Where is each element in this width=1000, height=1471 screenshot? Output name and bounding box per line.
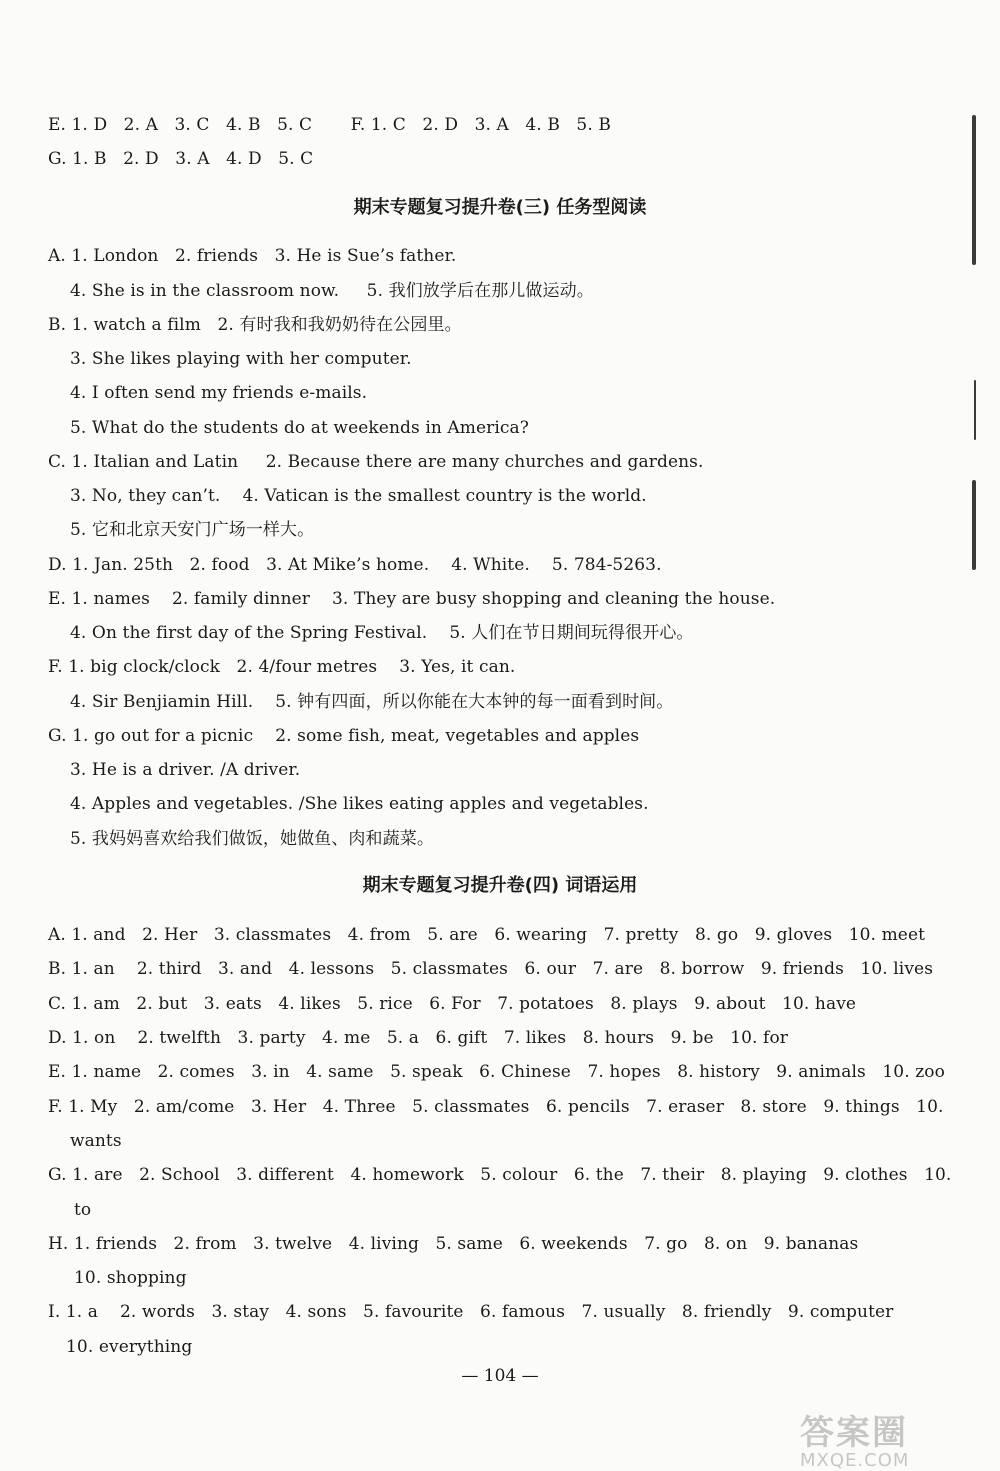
answer-line: 10. everything [66, 1337, 193, 1357]
answer-line: B. 1. watch a film 2. 有时我和我奶奶待在公园里。 [48, 315, 462, 335]
answer-line: H. 1. friends 2. from 3. twelve 4. living 5. same 6. weekends 7. go 8. on 9. bananas [48, 1234, 859, 1254]
answer-line: 3. He is a driver. /A driver. [70, 760, 301, 780]
section-title-4: 期末专题复习提升卷(四) 词语运用 [362, 875, 638, 896]
answer-line: D. 1. Jan. 25th 2. food 3. At Mike’s home. 4. White. 5. 784-5263. [48, 555, 662, 575]
answer-line-g-top: G. 1. B 2. D 3. A 4. D 5. C [48, 149, 314, 169]
answer-line: G. 1. go out for a picnic 2. some fish, meat, vegetables and apples [48, 726, 640, 746]
answer-line: 4. She is in the classroom now. 5. 我们放学后在那儿做运动。 [70, 281, 594, 301]
scan-edge-mark [972, 115, 976, 265]
answer-line: 10. shopping [74, 1268, 187, 1288]
answer-line: 3. No, they can’t. 4. Vatican is the smallest country is the world. [70, 486, 647, 506]
answer-line: wants [70, 1131, 122, 1151]
answer-line: C. 1. Italian and Latin 2. Because there are many churches and gardens. [48, 452, 704, 472]
answer-line: D. 1. on 2. twelfth 3. party 4. me 5. a 6. gift 7. likes 8. hours 9. be 10. for [48, 1028, 789, 1048]
answer-line: 4. Apples and vegetables. /She likes eating apples and vegetables. [70, 794, 649, 814]
answer-line: E. 1. names 2. family dinner 3. They are busy shopping and cleaning the house. [48, 589, 776, 609]
answer-line: E. 1. name 2. comes 3. in 4. same 5. speak 6. Chinese 7. hopes 8. history 9. animals 10. zoo [48, 1062, 945, 1082]
watermark-text: 答案圈 [800, 1413, 908, 1453]
page-number: — 104 — [461, 1366, 539, 1386]
answer-line: A. 1. and 2. Her 3. classmates 4. from 5. are 6. wearing 7. pretty 8. go 9. gloves 10. meet [48, 925, 926, 945]
answer-line: I. 1. a 2. words 3. stay 4. sons 5. favourite 6. famous 7. usually 8. friendly 9. computer [48, 1302, 894, 1322]
answer-line-e-top: E. 1. D 2. A 3. C 4. B 5. C F. 1. C 2. D 3. A 4. B 5. B [48, 115, 611, 135]
answer-line: 4. On the first day of the Spring Festival. 5. 人们在节日期间玩得很开心。 [70, 623, 694, 643]
watermark-url: MXQE.COM [800, 1450, 910, 1471]
answer-line: to [74, 1200, 92, 1220]
answer-line: 4. Sir Benjiamin Hill. 5. 钟有四面，所以你能在大本钟的每一面看到时间。 [70, 692, 674, 712]
scan-edge-mark [972, 480, 976, 570]
answer-line: F. 1. My 2. am/come 3. Her 4. Three 5. classmates 6. pencils 7. eraser 8. store 9. things 10. [48, 1097, 944, 1117]
answer-line: G. 1. are 2. School 3. different 4. homework 5. colour 6. the 7. their 8. playing 9. clothes 10. [48, 1165, 952, 1185]
answer-line: 5. 它和北京天安门广场一样大。 [70, 520, 315, 540]
scan-edge-mark [974, 380, 976, 440]
answer-line: B. 1. an 2. third 3. and 4. lessons 5. classmates 6. our 7. are 8. borrow 9. friends 10. lives [48, 959, 934, 979]
answer-line: F. 1. big clock/clock 2. 4/four metres 3. Yes, it can. [48, 657, 516, 677]
answer-line: 5. What do the students do at weekends in America? [70, 418, 530, 438]
answer-line: A. 1. London 2. friends 3. He is Sue’s father. [48, 246, 457, 266]
answer-line: 5. 我妈妈喜欢给我们做饭，她做鱼、肉和蔬菜。 [70, 829, 434, 849]
answer-line: 3. She likes playing with her computer. [70, 349, 412, 369]
watermark-logo [800, 1405, 990, 1471]
section-title-3: 期末专题复习提升卷(三) 任务型阅读 [353, 197, 647, 218]
answer-line: 4. I often send my friends e-mails. [70, 383, 368, 403]
answer-line: C. 1. am 2. but 3. eats 4. likes 5. rice 6. For 7. potatoes 8. plays 9. about 10. have [48, 994, 857, 1014]
